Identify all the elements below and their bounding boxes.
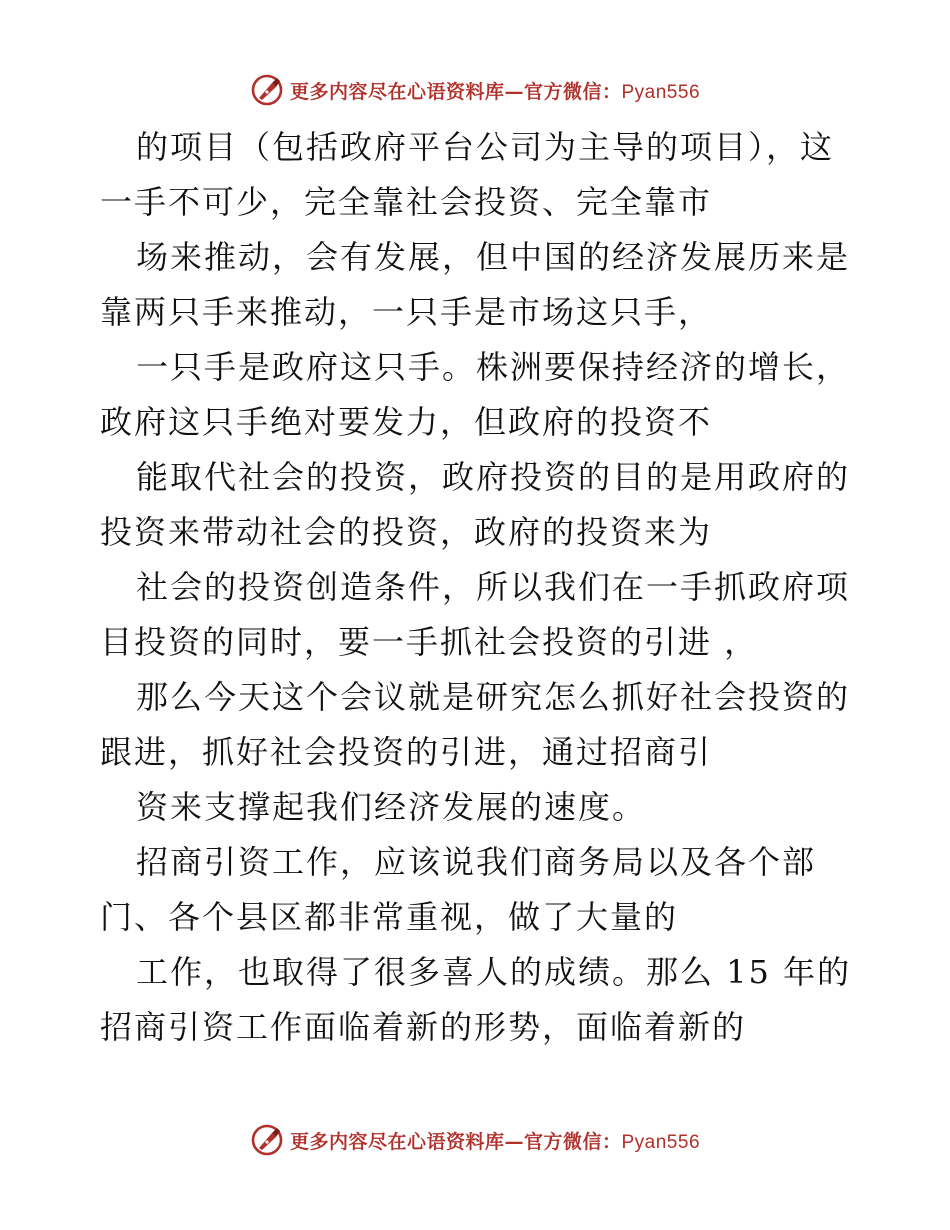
pen-nib-circle-icon [250, 1123, 284, 1157]
text-line: 投资来带动社会的投资，政府的投资来为 [100, 513, 713, 551]
text-line: 招商引资工作面临着新的形势，面临着新的 [100, 1008, 747, 1046]
text-line: 跟进，抓好社会投资的引进，通过招商引 [100, 733, 713, 771]
text-line: 社会的投资创造条件，所以我们在一手抓政府项 [136, 568, 851, 606]
text-line: 目投资的同时，要一手抓社会投资的引进 ， [100, 623, 759, 661]
watermark-text: 更多内容尽在心语资料库—官方微信： [289, 80, 622, 103]
text-line: 一手不可少，完全靠社会投资、完全靠市 [100, 183, 713, 221]
text-line: 门、各个县区都非常重视，做了大量的 [100, 898, 679, 936]
text-line: 招商引资工作，应该说我们商务局以及各个部 [136, 843, 817, 881]
wechat-id: Pyan556 [621, 1131, 701, 1153]
text-line: 靠两只手来推动，一只手是市场这只手， [100, 293, 713, 331]
document-body [100, 120, 852, 1055]
watermark-text: 更多内容尽在心语资料库—官方微信： [289, 1130, 622, 1153]
text-line: 场来推动，会有发展，但中国的经济发展历来是 [136, 238, 851, 276]
text-line: 政府这只手绝对要发力，但政府的投资不 [100, 403, 713, 441]
text-line: 能取代社会的投资，政府投资的目的是用政府的 [136, 458, 851, 496]
text-line: 一只手是政府这只手。株洲要保持经济的增长， [136, 348, 851, 386]
text-line: 资来支撑起我们经济发展的速度。 [136, 788, 647, 826]
text-line: 的项目（包括政府平台公司为主导的项目），这 [136, 128, 835, 166]
wechat-id: Pyan556 [621, 81, 701, 103]
header-watermark [0, 70, 950, 110]
text-line: 工作，也取得了很多喜人的成绩。那么 15 年的 [136, 953, 852, 991]
text-line: 那么今天这个会议就是研究怎么抓好社会投资的 [136, 678, 851, 716]
pen-nib-circle-icon [250, 73, 284, 107]
footer-watermark [0, 1120, 950, 1160]
